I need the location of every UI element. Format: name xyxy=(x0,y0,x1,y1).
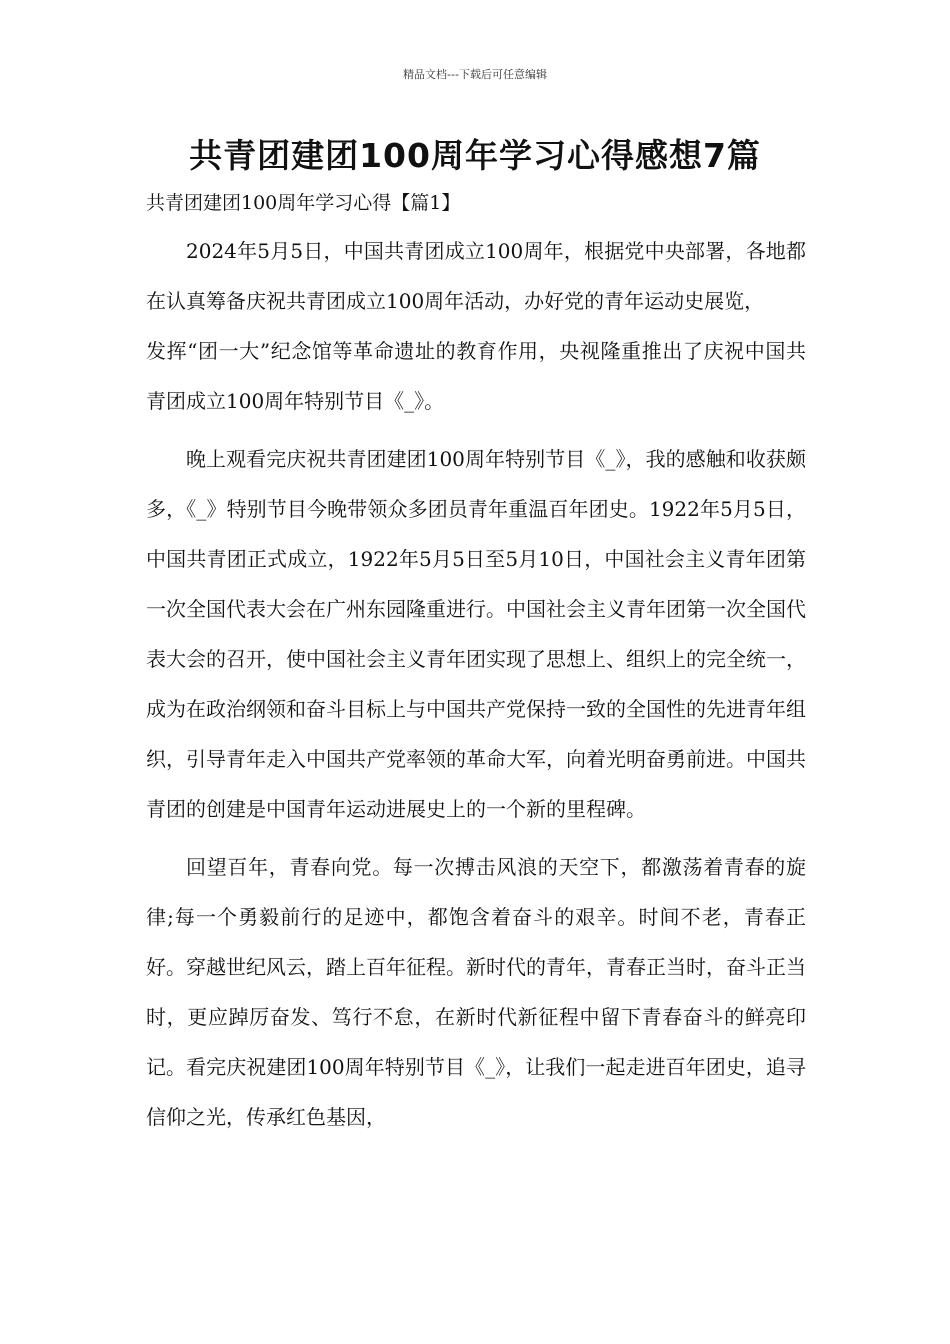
paragraph: 晚上观看完庆祝共青团建团100周年特别节目《_》，我的感触和收获颇多，《_》特别节目今晚带领众多团员青年重温百年团史。1922年5月5日，中国共青团正式成立，1922年5月5日至5月10日，中国社会主义青年团第一次全国代表大会在广州东园隆重进行。中国社会主义青年团第一次全国代表大会的召开，使中国社会主义青年团实现了思想上、组织上的完全统一，成为在政治纲领和奋斗目标上与中国共产党保持一致的全国性的先进青年组织，引导青年走入中国共产党率领的革命大军，向着光明奋勇前进。中国共青团的创建是中国青年运动进展史上的一个新的里程碑。 xyxy=(146,447,806,821)
document-title: 共青团建团100周年学习心得感想7篇 xyxy=(189,136,761,175)
paragraph: 发挥“团一大”纪念馆等革命遗址的教育作用，央视隆重推出了庆祝中国共青团成立100周年特别节目《_》。 xyxy=(146,339,806,413)
document-body xyxy=(146,226,806,1142)
paragraph: 回望百年，青春向党。每一次搏击风浪的天空下，都激荡着青春的旋律;每一个勇毅前行的足迹中，都饱含着奋斗的艰辛。时间不老，青春正好。穿越世纪风云，踏上百年征程。新时代的青年，青春正当时，奋斗正当时，更应踔厉奋发、笃行不怠，在新时代新征程中留下青春奋斗的鲜亮印记。看完庆祝建团100周年特别节目《_》，让我们一起走进百年团史，追寻信仰之光，传承红色基因， xyxy=(146,855,806,1129)
paragraph: 2024年5月5日，中国共青团成立100周年，根据党中央部署，各地都在认真筹备庆祝共青团成立100周年活动，办好党的青年运动史展览， xyxy=(146,239,806,313)
section-title: 共青团建团100周年学习心得【篇1】 xyxy=(146,192,461,214)
page-header-note: 精品文档---下载后可任意编辑 xyxy=(403,68,547,81)
